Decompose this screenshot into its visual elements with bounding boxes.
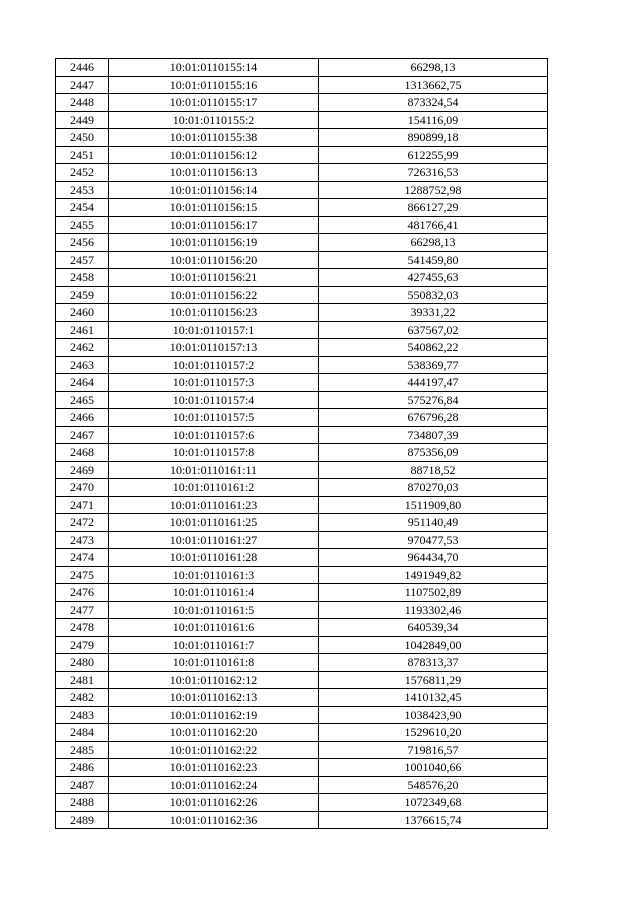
table-row — [56, 269, 548, 287]
cadastral-value-cell: 1376615,74 — [319, 811, 548, 829]
table-row — [56, 216, 548, 234]
row-number-cell: 2485 — [56, 741, 109, 759]
row-number-cell: 2470 — [56, 479, 109, 497]
cadastral-number-cell: 10:01:0110161:28 — [109, 549, 319, 567]
cadastral-number-cell: 10:01:0110156:19 — [109, 234, 319, 252]
cadastral-value-cell: 427455,63 — [319, 269, 548, 287]
cadastral-value-cell: 878313,37 — [319, 654, 548, 672]
table-row — [56, 321, 548, 339]
row-number-cell: 2487 — [56, 776, 109, 794]
cadastral-number-cell: 10:01:0110156:22 — [109, 286, 319, 304]
cadastral-number-cell: 10:01:0110161:27 — [109, 531, 319, 549]
cadastral-number-cell: 10:01:0110156:17 — [109, 216, 319, 234]
row-number-cell: 2488 — [56, 794, 109, 812]
cadastral-number-cell: 10:01:0110162:12 — [109, 671, 319, 689]
table-row — [56, 94, 548, 112]
cadastral-number-cell: 10:01:0110157:8 — [109, 444, 319, 462]
cadastral-number-cell: 10:01:0110161:25 — [109, 514, 319, 532]
cadastral-value-cell: 719816,57 — [319, 741, 548, 759]
cadastral-value-cell: 637567,02 — [319, 321, 548, 339]
cadastral-number-cell: 10:01:0110155:2 — [109, 111, 319, 129]
table-row — [56, 601, 548, 619]
cadastral-number-cell: 10:01:0110161:2 — [109, 479, 319, 497]
cadastral-number-cell: 10:01:0110156:20 — [109, 251, 319, 269]
table-row — [56, 304, 548, 322]
cadastral-value-cell: 88718,52 — [319, 461, 548, 479]
cadastral-value-cell: 444197,47 — [319, 374, 548, 392]
table-row — [56, 199, 548, 217]
row-number-cell: 2448 — [56, 94, 109, 112]
table-row — [56, 724, 548, 742]
row-number-cell: 2486 — [56, 759, 109, 777]
cadastral-number-cell: 10:01:0110162:13 — [109, 689, 319, 707]
row-number-cell: 2481 — [56, 671, 109, 689]
cadastral-number-cell: 10:01:0110156:23 — [109, 304, 319, 322]
cadastral-number-cell: 10:01:0110162:24 — [109, 776, 319, 794]
cadastral-number-cell: 10:01:0110156:13 — [109, 164, 319, 182]
cadastral-value-cell: 66298,13 — [319, 234, 548, 252]
cadastral-number-cell: 10:01:0110161:8 — [109, 654, 319, 672]
table-row — [56, 776, 548, 794]
cadastral-value-cell: 481766,41 — [319, 216, 548, 234]
cadastral-value-cell: 1072349,68 — [319, 794, 548, 812]
cadastral-number-cell: 10:01:0110161:6 — [109, 619, 319, 637]
cadastral-number-cell: 10:01:0110155:14 — [109, 59, 319, 77]
cadastral-number-cell: 10:01:0110162:23 — [109, 759, 319, 777]
cadastral-number-cell: 10:01:0110157:1 — [109, 321, 319, 339]
row-number-cell: 2474 — [56, 549, 109, 567]
table-row — [56, 356, 548, 374]
cadastral-value-cell: 870270,03 — [319, 479, 548, 497]
row-number-cell: 2476 — [56, 584, 109, 602]
row-number-cell: 2468 — [56, 444, 109, 462]
row-number-cell: 2469 — [56, 461, 109, 479]
cadastral-number-cell: 10:01:0110155:38 — [109, 129, 319, 147]
table-row — [56, 619, 548, 637]
row-number-cell: 2453 — [56, 181, 109, 199]
cadastral-number-cell: 10:01:0110156:21 — [109, 269, 319, 287]
table-row — [56, 479, 548, 497]
row-number-cell: 2472 — [56, 514, 109, 532]
table-row — [56, 444, 548, 462]
table-row — [56, 461, 548, 479]
table-row — [56, 549, 548, 567]
cadastral-value-cell: 964434,70 — [319, 549, 548, 567]
cadastral-value-cell: 676796,28 — [319, 409, 548, 427]
row-number-cell: 2454 — [56, 199, 109, 217]
table-body — [56, 59, 548, 829]
row-number-cell: 2456 — [56, 234, 109, 252]
cadastral-value-cell: 1576811,29 — [319, 671, 548, 689]
cadastral-number-cell: 10:01:0110161:5 — [109, 601, 319, 619]
row-number-cell: 2477 — [56, 601, 109, 619]
row-number-cell: 2461 — [56, 321, 109, 339]
cadastral-number-cell: 10:01:0110162:22 — [109, 741, 319, 759]
cadastral-value-cell: 970477,53 — [319, 531, 548, 549]
cadastral-value-cell: 575276,84 — [319, 391, 548, 409]
cadastral-value-cell: 1313662,75 — [319, 76, 548, 94]
cadastral-number-cell: 10:01:0110161:4 — [109, 584, 319, 602]
cadastral-value-cell: 541459,80 — [319, 251, 548, 269]
row-number-cell: 2451 — [56, 146, 109, 164]
cadastral-number-cell: 10:01:0110162:36 — [109, 811, 319, 829]
cadastral-value-cell: 1410132,45 — [319, 689, 548, 707]
cadastral-value-cell: 1491949,82 — [319, 566, 548, 584]
row-number-cell: 2482 — [56, 689, 109, 707]
table-row — [56, 671, 548, 689]
table-row — [56, 531, 548, 549]
cadastral-number-cell: 10:01:0110161:23 — [109, 496, 319, 514]
row-number-cell: 2447 — [56, 76, 109, 94]
row-number-cell: 2452 — [56, 164, 109, 182]
row-number-cell: 2483 — [56, 706, 109, 724]
cadastral-value-cell: 640539,34 — [319, 619, 548, 637]
cadastral-value-cell: 951140,49 — [319, 514, 548, 532]
cadastral-value-cell: 612255,99 — [319, 146, 548, 164]
row-number-cell: 2460 — [56, 304, 109, 322]
table-row — [56, 759, 548, 777]
cadastral-value-cell: 39331,22 — [319, 304, 548, 322]
row-number-cell: 2475 — [56, 566, 109, 584]
cadastral-number-cell: 10:01:0110157:2 — [109, 356, 319, 374]
row-number-cell: 2467 — [56, 426, 109, 444]
table-row — [56, 689, 548, 707]
table-row — [56, 146, 548, 164]
row-number-cell: 2471 — [56, 496, 109, 514]
cadastral-value-cell: 66298,13 — [319, 59, 548, 77]
table-row — [56, 234, 548, 252]
row-number-cell: 2489 — [56, 811, 109, 829]
cadastral-value-cell: 875356,09 — [319, 444, 548, 462]
table-row — [56, 374, 548, 392]
cadastral-value-cell: 154116,09 — [319, 111, 548, 129]
row-number-cell: 2480 — [56, 654, 109, 672]
cadastral-value-cell: 1107502,89 — [319, 584, 548, 602]
cadastral-value-cell: 548576,20 — [319, 776, 548, 794]
cadastral-value-table — [55, 58, 548, 829]
cadastral-number-cell: 10:01:0110162:26 — [109, 794, 319, 812]
cadastral-value-cell: 866127,29 — [319, 199, 548, 217]
table-row — [56, 339, 548, 357]
table-row — [56, 164, 548, 182]
table-row — [56, 251, 548, 269]
table-row — [56, 286, 548, 304]
cadastral-value-cell: 1511909,80 — [319, 496, 548, 514]
table-row — [56, 654, 548, 672]
cadastral-number-cell: 10:01:0110156:14 — [109, 181, 319, 199]
table-row — [56, 111, 548, 129]
row-number-cell: 2459 — [56, 286, 109, 304]
cadastral-value-cell: 1288752,98 — [319, 181, 548, 199]
row-number-cell: 2455 — [56, 216, 109, 234]
cadastral-value-cell: 550832,03 — [319, 286, 548, 304]
row-number-cell: 2484 — [56, 724, 109, 742]
cadastral-value-cell: 1042849,00 — [319, 636, 548, 654]
table-row — [56, 426, 548, 444]
table-row — [56, 59, 548, 77]
cadastral-value-cell: 1529610,20 — [319, 724, 548, 742]
cadastral-number-cell: 10:01:0110156:15 — [109, 199, 319, 217]
cadastral-value-cell: 538369,77 — [319, 356, 548, 374]
row-number-cell: 2450 — [56, 129, 109, 147]
cadastral-number-cell: 10:01:0110157:13 — [109, 339, 319, 357]
cadastral-number-cell: 10:01:0110161:3 — [109, 566, 319, 584]
cadastral-number-cell: 10:01:0110155:16 — [109, 76, 319, 94]
row-number-cell: 2464 — [56, 374, 109, 392]
table-row — [56, 391, 548, 409]
cadastral-number-cell: 10:01:0110157:3 — [109, 374, 319, 392]
row-number-cell: 2479 — [56, 636, 109, 654]
cadastral-value-cell: 1038423,90 — [319, 706, 548, 724]
cadastral-number-cell: 10:01:0110156:12 — [109, 146, 319, 164]
row-number-cell: 2458 — [56, 269, 109, 287]
table-row — [56, 129, 548, 147]
table-row — [56, 811, 548, 829]
table-row — [56, 584, 548, 602]
cadastral-number-cell: 10:01:0110162:19 — [109, 706, 319, 724]
table-row — [56, 794, 548, 812]
cadastral-value-cell: 540862,22 — [319, 339, 548, 357]
table-row — [56, 181, 548, 199]
row-number-cell: 2478 — [56, 619, 109, 637]
table-row — [56, 514, 548, 532]
cadastral-number-cell: 10:01:0110155:17 — [109, 94, 319, 112]
table-row — [56, 566, 548, 584]
cadastral-value-cell: 1001040,66 — [319, 759, 548, 777]
table-row — [56, 741, 548, 759]
table-row — [56, 706, 548, 724]
cadastral-number-cell: 10:01:0110157:5 — [109, 409, 319, 427]
row-number-cell: 2457 — [56, 251, 109, 269]
table-row — [56, 496, 548, 514]
row-number-cell: 2463 — [56, 356, 109, 374]
cadastral-number-cell: 10:01:0110161:7 — [109, 636, 319, 654]
row-number-cell: 2466 — [56, 409, 109, 427]
cadastral-value-cell: 890899,18 — [319, 129, 548, 147]
cadastral-value-cell: 873324,54 — [319, 94, 548, 112]
row-number-cell: 2473 — [56, 531, 109, 549]
cadastral-number-cell: 10:01:0110162:20 — [109, 724, 319, 742]
row-number-cell: 2465 — [56, 391, 109, 409]
cadastral-number-cell: 10:01:0110157:4 — [109, 391, 319, 409]
row-number-cell: 2449 — [56, 111, 109, 129]
table-row — [56, 409, 548, 427]
cadastral-value-cell: 734807,39 — [319, 426, 548, 444]
cadastral-value-cell: 726316,53 — [319, 164, 548, 182]
cadastral-value-cell: 1193302,46 — [319, 601, 548, 619]
cadastral-number-cell: 10:01:0110157:6 — [109, 426, 319, 444]
cadastral-number-cell: 10:01:0110161:11 — [109, 461, 319, 479]
table-row — [56, 76, 548, 94]
row-number-cell: 2462 — [56, 339, 109, 357]
row-number-cell: 2446 — [56, 59, 109, 77]
table-row — [56, 636, 548, 654]
